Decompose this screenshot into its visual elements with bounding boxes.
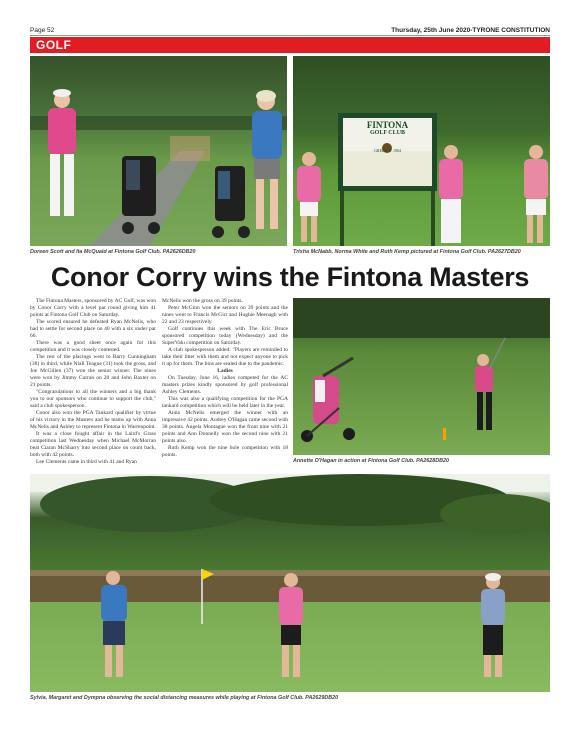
photo1-illustration bbox=[30, 56, 287, 246]
sign-board bbox=[343, 118, 432, 153]
article-paragraph: Golf continues this week with The Eric Bruce sponsored competition today (Wednesday) and the SuperValu competition on Saturday. bbox=[162, 326, 288, 346]
article-paragraph: Anna McNelis emerged the winner with an impressive 42 points. Audrey O'Hagan came second with 38 points. Angela Montague won the front nine with 21 points and Ann Donnelly won the second nine with 21 points also. bbox=[162, 410, 288, 444]
article-headline: Conor Corry wins the Fintona Masters bbox=[50, 262, 530, 292]
article-paragraph: It was a close fought affair in the Laird's Grass competition last Wednesday when Michael McMorran beat Ciaran McSharry into second place on count back, both with 42 points. bbox=[30, 431, 156, 458]
article-paragraph: Peter McGinn won the seniors on 39 points and the nines went to Francis McGirr and Hughie Meenagh with 22 and 23 respectively. bbox=[162, 305, 288, 325]
header-rule bbox=[30, 35, 550, 36]
section-bar bbox=[30, 37, 550, 53]
photo-trisha-norma-ruth bbox=[293, 56, 550, 246]
article-paragraph: On Tuesday, June 16, ladies competed for the AC masters prizes kindly sponsored by golf professional Ashley Clements. bbox=[162, 375, 288, 395]
page-number: Page 52 bbox=[30, 27, 55, 34]
caption-photo1: Doreen Scott and Ita McQuaid at Fintona Golf Club. PA2626DB20 bbox=[30, 249, 196, 255]
sign-founded: GREEN ★ 1904 bbox=[374, 148, 401, 153]
publication-date: Thursday, 25th June 2020-TYRONE CONSTITUTION bbox=[391, 27, 550, 34]
article-column-1 bbox=[30, 298, 156, 466]
photo-annette-action bbox=[293, 298, 550, 455]
caption-photo2: Trisha McNabb, Norma White and Ruth Kemp pictured at Fintona Golf Club. PA2627DB20 bbox=[293, 249, 521, 255]
article-paragraph: This was also a qualifying competition for the PGA tankard competition which will be held later in the year. bbox=[162, 396, 288, 409]
article-paragraph: McNelis won the gross on 39 points. bbox=[162, 298, 243, 304]
sign-subtitle: GOLF CLUB bbox=[370, 130, 405, 136]
photo4-illustration bbox=[30, 474, 550, 692]
photo3-illustration bbox=[293, 298, 550, 455]
article-column-2 bbox=[162, 298, 288, 459]
caption-photo4: Sylvia, Margaret and Dympna observing the social distancing measures while playing at Fintona Golf Club. PA2629DB20 bbox=[30, 695, 339, 701]
section-label: GOLF bbox=[36, 38, 72, 52]
caption-photo3: Annette O'Hagan in action at Fintona Golf Club. PA2628DB20 bbox=[293, 458, 450, 464]
photo-sylvia-margaret-dympna bbox=[30, 474, 550, 692]
article-paragraph: Conor also won the PGA Tankard qualifier by virtue of his victory in the Masters and he teams up with Anna McNelis and Ashley to represent Fintona in Warrenpoint. bbox=[30, 410, 156, 430]
article-subhead: Ladies bbox=[217, 368, 233, 374]
article-paragraph: A club spokesperson added: "Players are reminded to take their litter with them and not expect anyone to pick it up for them. The bins are sealed due to the pandemic. bbox=[162, 347, 288, 367]
photo-doreen-ita bbox=[30, 56, 287, 246]
article-paragraph: The scored ensured he defeated Ryan McNelis, who had to settle for second place on 40 with a six under par 66. bbox=[30, 319, 156, 339]
article-paragraph: Lee Clements came in third with 41 and Ryan bbox=[36, 459, 137, 465]
article-paragraph: Ruth Kemp won the nine hole competition with 18 points. bbox=[162, 445, 288, 458]
sign-title: FINTONA bbox=[366, 120, 409, 130]
article-paragraph: "Congratulations to all the winners and a big thank you to our sponsors who continue to support the club," said a club spokesperson. bbox=[30, 389, 156, 409]
article-paragraph: There was a good sheet once again for this competition and it was closely contested. bbox=[30, 340, 156, 353]
article-paragraph: The Fintona Masters, sponsored by AC Golf, was won by Conor Corry with a level par round giving him 41 points at Fintona Golf Club on Saturday. bbox=[30, 298, 156, 318]
article-paragraph: The rest of the placings went to Barry Cunningham (38) in third, while Niall Teague (31) took the gross, and Joe McGillen (37) won the senior winner. The nines were won by Jimmy Curran on 20 and John Baxter on 21 points. bbox=[30, 354, 156, 388]
